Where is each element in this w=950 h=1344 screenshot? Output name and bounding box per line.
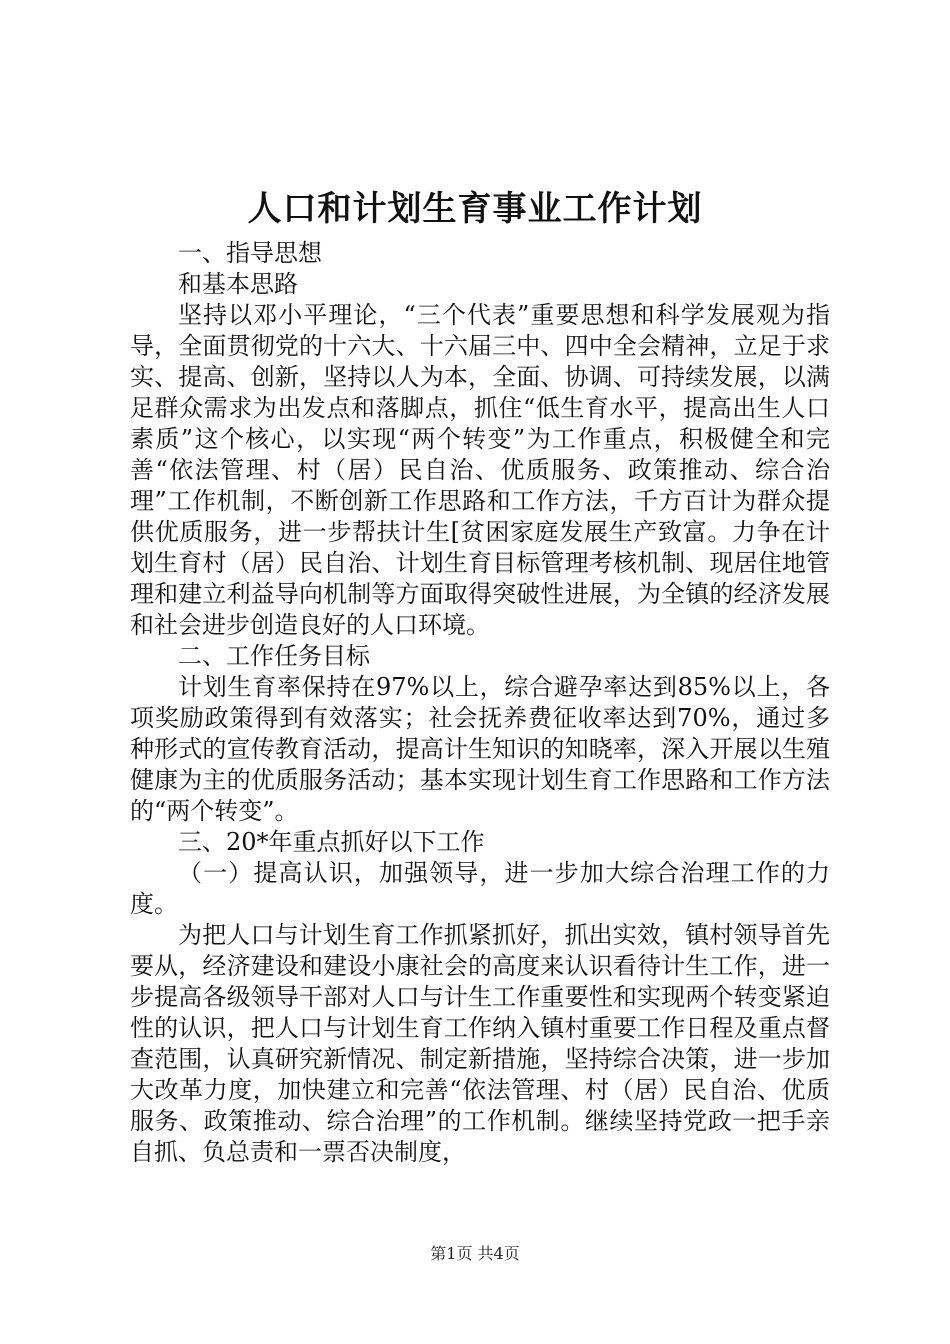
section-heading-1-continued: 和基本思路 [178,270,298,298]
paragraph-task-goals: 计划生育率保持在97%以上，综合避孕率达到85%以上，各项奖励政策得到有效落实；社会抚养费征收率达到70%，通过多种形式的宣传教育活动，提高计生知识的知晓率，深入开展以生殖健康为主的优质服务活动；基本实现计划生育工作思路和工作方法的“两个转变”。 [130,673,830,825]
paragraph-guiding-ideology: 坚持以邓小平理论，“三个代表”重要思想和科学发展观为指导，全面贯彻党的十六大、十六届三中、四中全会精神，立足于求实、提高、创新，坚持以人为本，全面、协调、可持续发展，以满足群众需求为出发点和落脚点，抓住“低生育水平，提高出生人口素质”这个核心，以实现“两个转变”为工作重点，积极健全和完善“依法管理、村（居）民自治、优质服务、政策推动、综合治理”工作机制，不断创新工作思路和工作方法，千方百计为群众提供优质服务，进一步帮扶计生[贫困家庭发展生产致富。力争在计划生育村（居）民自治、计划生育目标管理考核机制、现居住地管理和建立利益导向机制等方面取得突破性进展，为全镇的经济发展和社会进步创造良好的人口环境。 [130,301,830,639]
page-number-footer: 第1页 共4页 [430,1244,520,1263]
subsection-heading-1: （一）提高认识，加强领导，进一步加大综合治理工作的力度。 [130,859,830,918]
section-heading-1: 一、指导思想 [178,239,322,267]
paragraph-leadership: 为把人口与计划生育工作抓紧抓好，抓出实效，镇村领导首先要从，经济建设和建设小康社会的高度来认识看待计生工作，进一步提高各级领导干部对人口与计生工作重要性和实现两个转变紧迫性的认识，把人口与计划生育工作纳入镇村重要工作日程及重点督查范围，认真研究新情况、制定新措施，坚持综合决策，进一步加大改革力度，加快建立和完善“依法管理、村（居）民自治、优质服务、政策推动、综合治理”的工作机制。继续坚持党政一把手亲自抓、负总责和一票否决制度， [130,921,830,1166]
document-title: 人口和计划生育事业工作计划 [247,189,703,229]
section-heading-2: 二、工作任务目标 [178,642,370,670]
section-heading-3: 三、20*年重点抓好以下工作 [178,828,485,856]
document-body [130,238,830,1168]
